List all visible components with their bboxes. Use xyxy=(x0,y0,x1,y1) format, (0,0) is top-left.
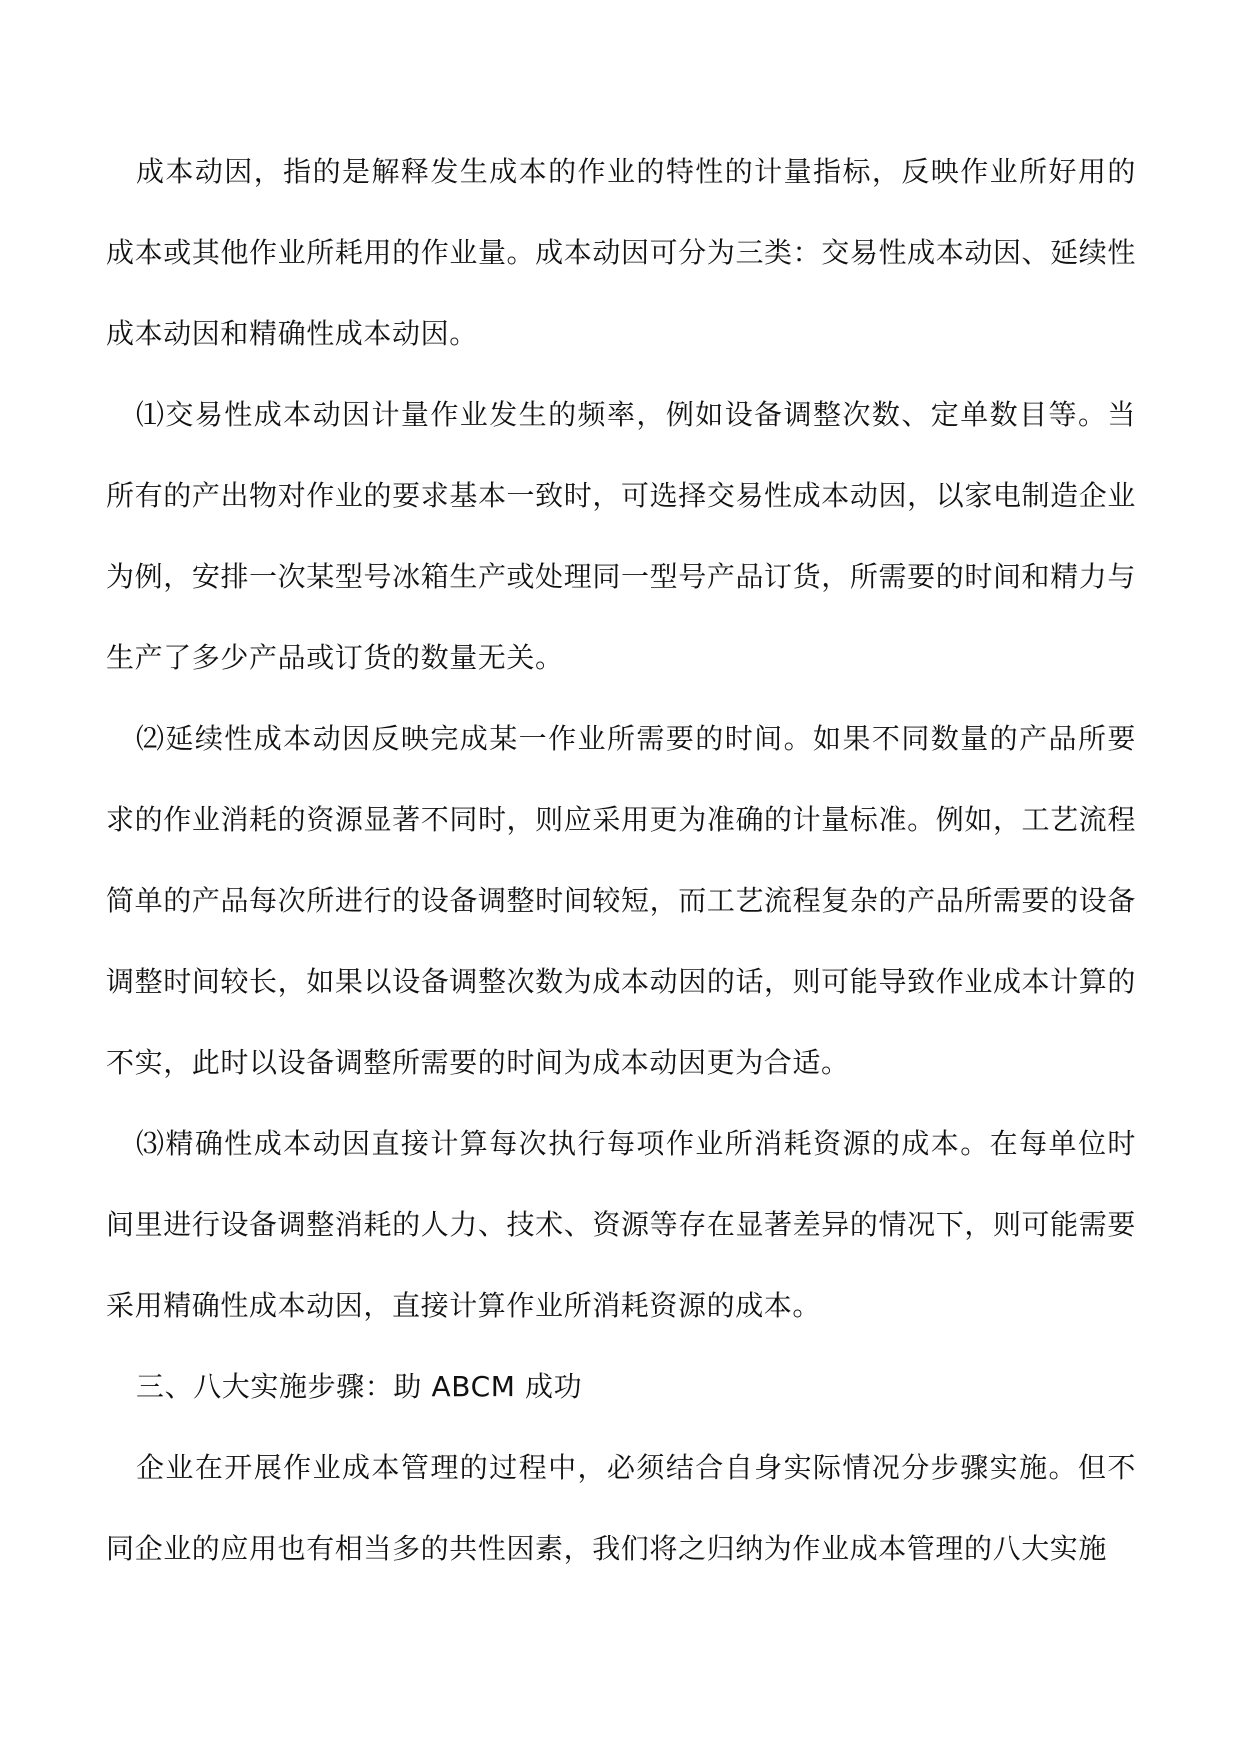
paragraph-implementation-steps: 企业在开展作业成本管理的过程中，必须结合自身实际情况分步骤实施。但不同企业的应用也有相当多的共性因素，我们将之归纳为作业成本管理的八大实施 xyxy=(106,1451,1136,1565)
paragraph-intensity-driver: ⑶精确性成本动因直接计算每次执行每项作业所消耗资源的成本。在每单位时间里进行设备调整消耗的人力、技术、资源等存在显著差异的情况下，则可能需要采用精确性成本动因，直接计算作业所消耗资源的成本。 xyxy=(106,1127,1136,1322)
paragraph-transaction-driver: ⑴交易性成本动因计量作业发生的频率，例如设备调整次数、定单数目等。当所有的产出物对作业的要求基本一致时，可选择交易性成本动因，以家电制造企业为例，安排一次某型号冰箱生产或处理同一型号产品订货，所需要的时间和精力与生产了多少产品或订货的数量无关。 xyxy=(106,398,1136,674)
document-body xyxy=(106,131,1136,1589)
paragraph-cost-driver-definition: 成本动因，指的是解释发生成本的作业的特性的计量指标，反映作业所好用的成本或其他作业所耗用的作业量。成本动因可分为三类：交易性成本动因、延续性成本动因和精确性成本动因。 xyxy=(106,155,1136,350)
section-heading: 三、八大实施步骤：助 ABCM 成功 xyxy=(136,1370,583,1403)
paragraph-duration-driver: ⑵延续性成本动因反映完成某一作业所需要的时间。如果不同数量的产品所要求的作业消耗的资源显著不同时，则应采用更为准确的计量标准。例如，工艺流程简单的产品每次所进行的设备调整时间较短，而工艺流程复杂的产品所需要的设备调整时间较长，如果以设备调整次数为成本动因的话，则可能导致作业成本计算的不实，此时以设备调整所需要的时间为成本动因更为合适。 xyxy=(106,722,1136,1079)
